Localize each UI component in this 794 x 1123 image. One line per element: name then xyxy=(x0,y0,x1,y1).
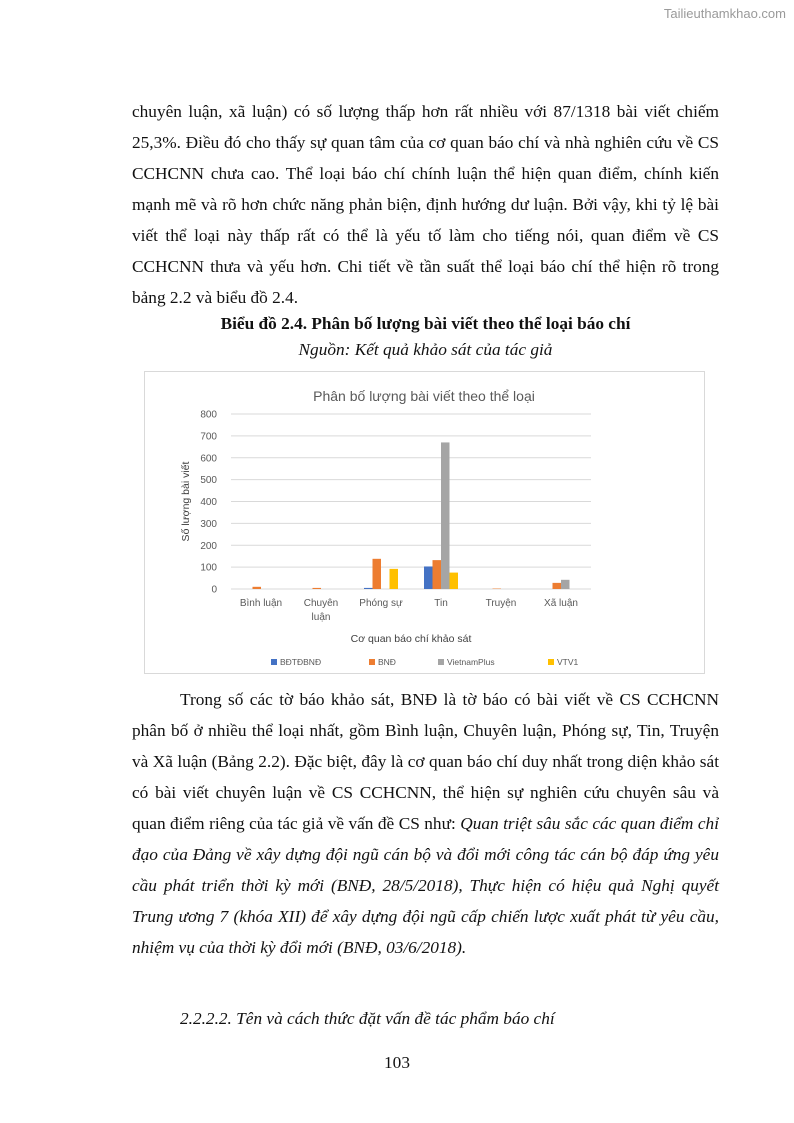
bar-bn--5 xyxy=(553,583,562,589)
paragraph-2-text: Trong số các tờ báo khảo sát, BNĐ là tờ báo có bài viết về CS CCHCNN phân bố ở nhiều thể loại nhất, gồm Bình luận, Chuyên luận, Phóng sự, Tin, Truyện và Xã luận (Bảng 2.2). Đặc biệt, đây là cơ quan báo chí duy nhất trong diện khảo sát có bài viết chuyên luận về CS CCHCNN, thể hiện sự nghiên cứu chuyên sâu và quan điểm riêng của tác giả về vấn đề CS như: xyxy=(132,690,719,833)
x-tick-label: Xã luận xyxy=(544,598,578,609)
bar-vietnamplus-3 xyxy=(441,442,450,589)
bar-bn--0 xyxy=(253,587,262,589)
y-tick-label: 100 xyxy=(200,562,217,574)
legend-swatch xyxy=(271,659,277,665)
watermark: Tailieuthamkhao.com xyxy=(663,6,786,21)
y-tick-label: 300 xyxy=(200,518,217,530)
chart-container xyxy=(144,371,705,674)
y-tick-label: 0 xyxy=(211,584,217,596)
y-tick-label: 700 xyxy=(200,431,217,443)
bar-vtv1-3 xyxy=(450,573,459,589)
y-tick-label: 600 xyxy=(200,453,217,465)
legend-label: BNĐ xyxy=(378,657,396,667)
bar-b-t-bn--2 xyxy=(364,588,373,589)
bar-bn--1 xyxy=(313,588,322,589)
paragraph-1: chuyên luận, xã luận) có số lượng thấp hơn rất nhiều với 87/1318 bài viết chiếm 25,3%. Điều đó cho thấy sự quan tâm của cơ quan báo chí và nhà nghiên cứu về CS CCHCNN chưa cao. Thể loại báo chí chính luận thể hiện quan điểm, chính kiến mạnh mẽ và rõ hơn chức năng phản biện, định hướng dư luận. Bởi vậy, khi tỷ lệ bài viết thể loại này thấp rất có thể là yếu tố làm cho tiếng nói, quan điểm về CS CCHCNN thưa và yếu hơn. Chi tiết về tần suất thể loại báo chí thể hiện rõ trong bảng 2.2 và biểu đồ 2.4. xyxy=(132,102,719,307)
section-subheading: 2.2.2.2. Tên và cách thức đặt vấn đề tác phẩm báo chí xyxy=(180,1009,555,1028)
bar-vtv1-2 xyxy=(390,569,399,589)
figure-source: Nguồn: Kết quả khảo sát của tác giả xyxy=(298,340,553,359)
bar-bn--3 xyxy=(433,560,442,589)
chart-title: Phân bố lượng bài viết theo thể loại xyxy=(313,388,535,404)
legend-swatch xyxy=(438,659,444,665)
y-tick-label: 200 xyxy=(200,540,217,552)
paragraph-2 xyxy=(132,684,719,963)
y-tick-label: 800 xyxy=(200,409,217,421)
bar-chart xyxy=(145,372,704,673)
x-tick-label: Bình luận xyxy=(239,598,283,609)
figure-caption: Biểu đồ 2.4. Phân bố lượng bài viết theo thể loại báo chí xyxy=(220,314,631,333)
x-tick-label: Chuyên xyxy=(303,598,339,609)
y-tick-label: 400 xyxy=(200,497,217,508)
bar-vietnamplus-5 xyxy=(561,580,570,589)
legend-label: BĐTĐBNĐ xyxy=(280,657,322,667)
bar-bn--2 xyxy=(373,559,382,589)
legend-label: VietnamPlus xyxy=(447,657,495,667)
x-tick-label: Phóng sự xyxy=(359,598,403,609)
x-tick-label: Truyện xyxy=(485,598,517,609)
legend-swatch xyxy=(369,659,375,665)
paragraph-2-italic: Quan triệt sâu sắc các quan điểm chỉ đạo của Đảng về xây dựng đội ngũ cán bộ và đổi mới công tác cán bộ đáp ứng yêu cầu phát triển thời kỳ mới (BNĐ, 28/5/2018), Thực hiện có hiệu quả Nghị quyết Trung ương 7 (khóa XII) để xây dựng đội ngũ cấp chiến lược xuất phát từ yêu cầu, nhiệm vụ của thời kỳ đổi mới (BNĐ, 03/6/2018). xyxy=(132,814,719,957)
x-tick-label: luận xyxy=(311,612,331,623)
bar-b-t-bn--3 xyxy=(424,566,433,589)
y-axis-label: Số lượng bài viết xyxy=(180,461,192,542)
legend-swatch xyxy=(548,659,554,665)
legend-label: VTV1 xyxy=(557,657,579,667)
x-tick-label: Tin xyxy=(434,598,448,609)
y-tick-label: 500 xyxy=(200,475,217,487)
x-axis-label: Cơ quan báo chí khảo sát xyxy=(350,633,472,645)
page-number: 103 xyxy=(384,1053,410,1072)
